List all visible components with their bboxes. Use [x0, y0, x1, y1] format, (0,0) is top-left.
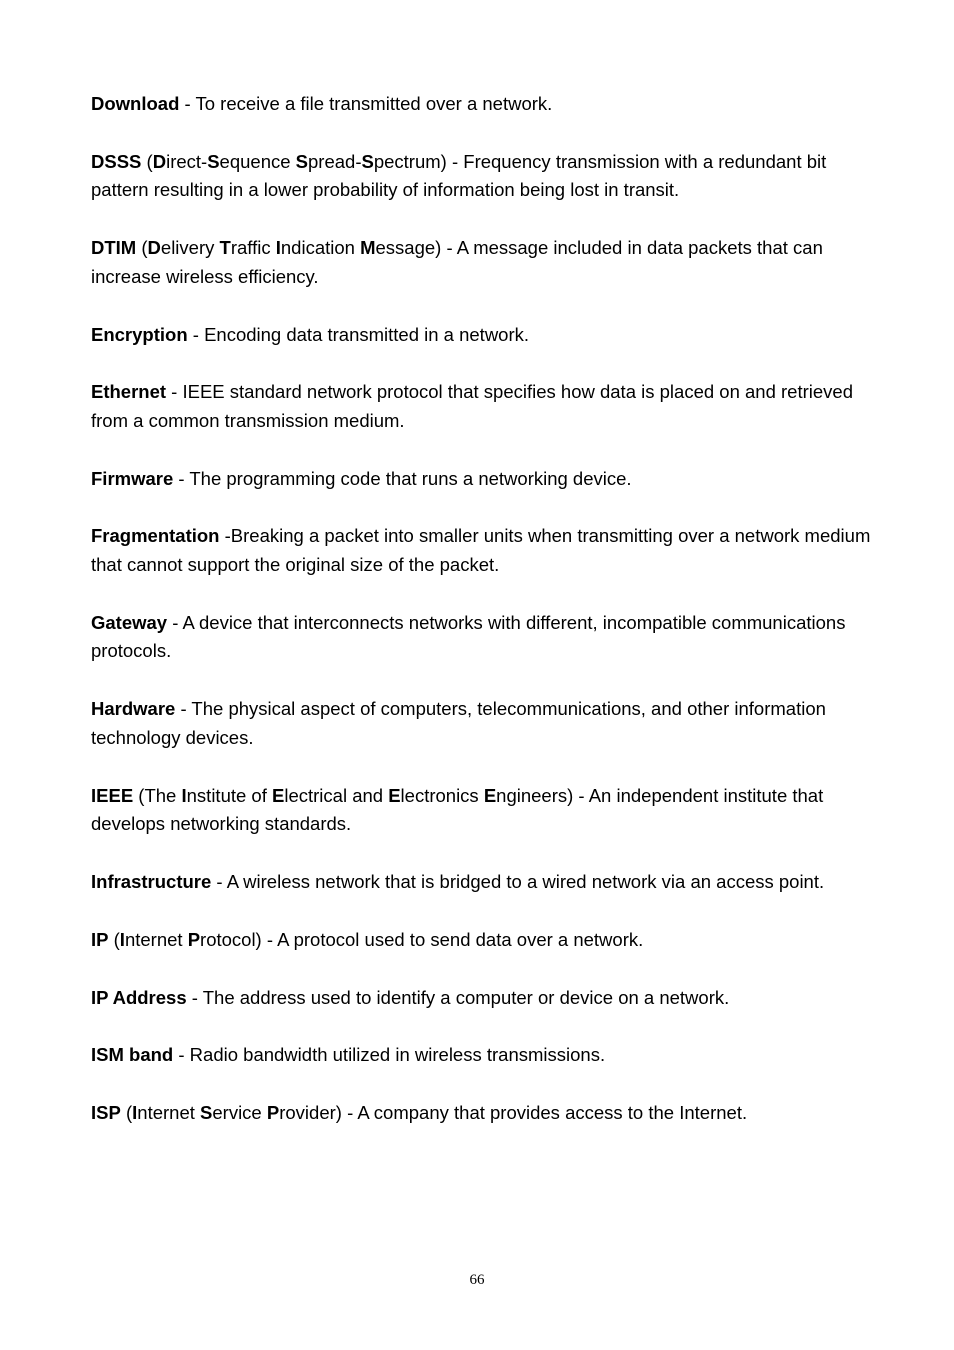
term-initial: I: [119, 928, 125, 950]
definition-text: - The address used to identify a computer or device on a network.: [186, 986, 730, 1008]
term-initial: M: [360, 237, 376, 259]
glossary-entry: [91, 1041, 871, 1070]
glossary-term: Download: [91, 93, 180, 114]
definition-text: (: [108, 928, 120, 950]
definition-text: elivery: [160, 237, 220, 259]
term-initial: E: [272, 784, 285, 806]
definition-text: essage) - A message included in data packets that can increase wireless efficiency.: [91, 237, 823, 287]
definition-text: rotocol) - A protocol used to send data over a network.: [200, 928, 644, 950]
glossary-term: ISP: [91, 1102, 121, 1124]
glossary-entry: [91, 609, 871, 666]
page-number: 66: [469, 1272, 485, 1288]
term-initial: D: [147, 237, 161, 259]
term-initial: S: [207, 150, 220, 172]
glossary-term: Ethernet: [91, 381, 167, 403]
definition-text: nternet: [137, 1102, 201, 1124]
definition-text: - IEEE standard network protocol that specifies how data is placed on and retrieved from a common transmission medium.: [91, 381, 853, 431]
definition-text: irect-: [166, 150, 208, 172]
glossary-entry: [91, 465, 871, 494]
glossary-term: DSSS: [91, 150, 142, 172]
glossary-entry: [91, 782, 871, 839]
term-initial: E: [483, 784, 497, 806]
glossary-entry: [91, 1099, 871, 1128]
glossary-term: IP: [91, 928, 109, 950]
definition-text: nstitute of: [186, 784, 272, 806]
definition-text: rovider) - A company that provides access to the Internet.: [279, 1102, 748, 1124]
definition-text: lectronics: [400, 784, 484, 806]
definition-text: (The: [133, 784, 182, 806]
definition-text: -Breaking a packet into smaller units when transmitting over a network medium that cannot support the original size of the packet.: [91, 525, 871, 576]
definition-text: ervice: [212, 1102, 267, 1124]
definition-text: - Radio bandwidth utilized in wireless transmissions.: [173, 1044, 606, 1066]
definition-text: equence: [219, 150, 296, 172]
glossary-term: Gateway: [91, 611, 168, 633]
glossary-entry: [91, 868, 871, 897]
definition-text: pread-: [308, 150, 362, 172]
term-initial: I: [132, 1102, 138, 1124]
definition-text: ndication: [280, 237, 361, 259]
glossary-term: IEEE: [91, 784, 134, 806]
term-initial: D: [152, 150, 167, 172]
glossary-list: [91, 90, 871, 1157]
term-initial: P: [187, 928, 201, 950]
definition-text: - The physical aspect of computers, telecommunications, and other information technology devices.: [91, 698, 826, 748]
definition-text: - To receive a file transmitted over a network.: [179, 93, 553, 114]
term-initial: I: [181, 784, 187, 806]
term-initial: S: [361, 150, 374, 172]
glossary-term: Hardware: [91, 698, 176, 720]
glossary-entry: [91, 90, 871, 119]
definition-text: (: [141, 150, 153, 172]
definition-text: ngineers) - An independent institute that develops networking standards.: [91, 784, 824, 835]
term-initial: E: [388, 784, 401, 806]
glossary-term: DTIM: [91, 237, 137, 259]
glossary-term: IP Address: [91, 986, 187, 1008]
term-initial: S: [200, 1102, 213, 1124]
glossary-entry: [91, 695, 871, 752]
glossary-entry: [91, 321, 871, 350]
glossary-entry: [91, 522, 871, 579]
definition-text: nternet: [124, 928, 188, 950]
glossary-term: ISM band: [91, 1044, 174, 1066]
glossary-entry: [91, 378, 871, 435]
glossary-term: Fragmentation: [91, 525, 220, 547]
term-initial: I: [275, 237, 281, 259]
glossary-entry: [91, 984, 871, 1013]
definition-text: - A wireless network that is bridged to a wired network via an access point.: [211, 870, 825, 892]
definition-text: lectrical and: [284, 784, 389, 806]
definition-text: - The programming code that runs a networking device.: [173, 467, 632, 489]
glossary-term: Encryption: [91, 323, 188, 345]
definition-text: raffic: [230, 237, 276, 259]
definition-text: - A device that interconnects networks with different, incompatible communications protocols.: [91, 611, 846, 662]
definition-text: - Encoding data transmitted in a network.: [187, 323, 530, 345]
glossary-entry: [91, 234, 871, 291]
term-initial: P: [266, 1102, 280, 1124]
glossary-entry: [91, 926, 871, 955]
definition-text: (: [120, 1102, 133, 1124]
glossary-term: Firmware: [91, 467, 174, 489]
definition-text: pectrum) - Frequency transmission with a redundant bit pattern resulting in a lower probability of information being lost in transit.: [91, 150, 827, 201]
term-initial: T: [219, 237, 231, 259]
glossary-entry: [91, 148, 871, 205]
definition-text: (: [136, 237, 148, 259]
glossary-term: Infrastructure: [91, 870, 212, 892]
term-initial: S: [295, 150, 309, 172]
